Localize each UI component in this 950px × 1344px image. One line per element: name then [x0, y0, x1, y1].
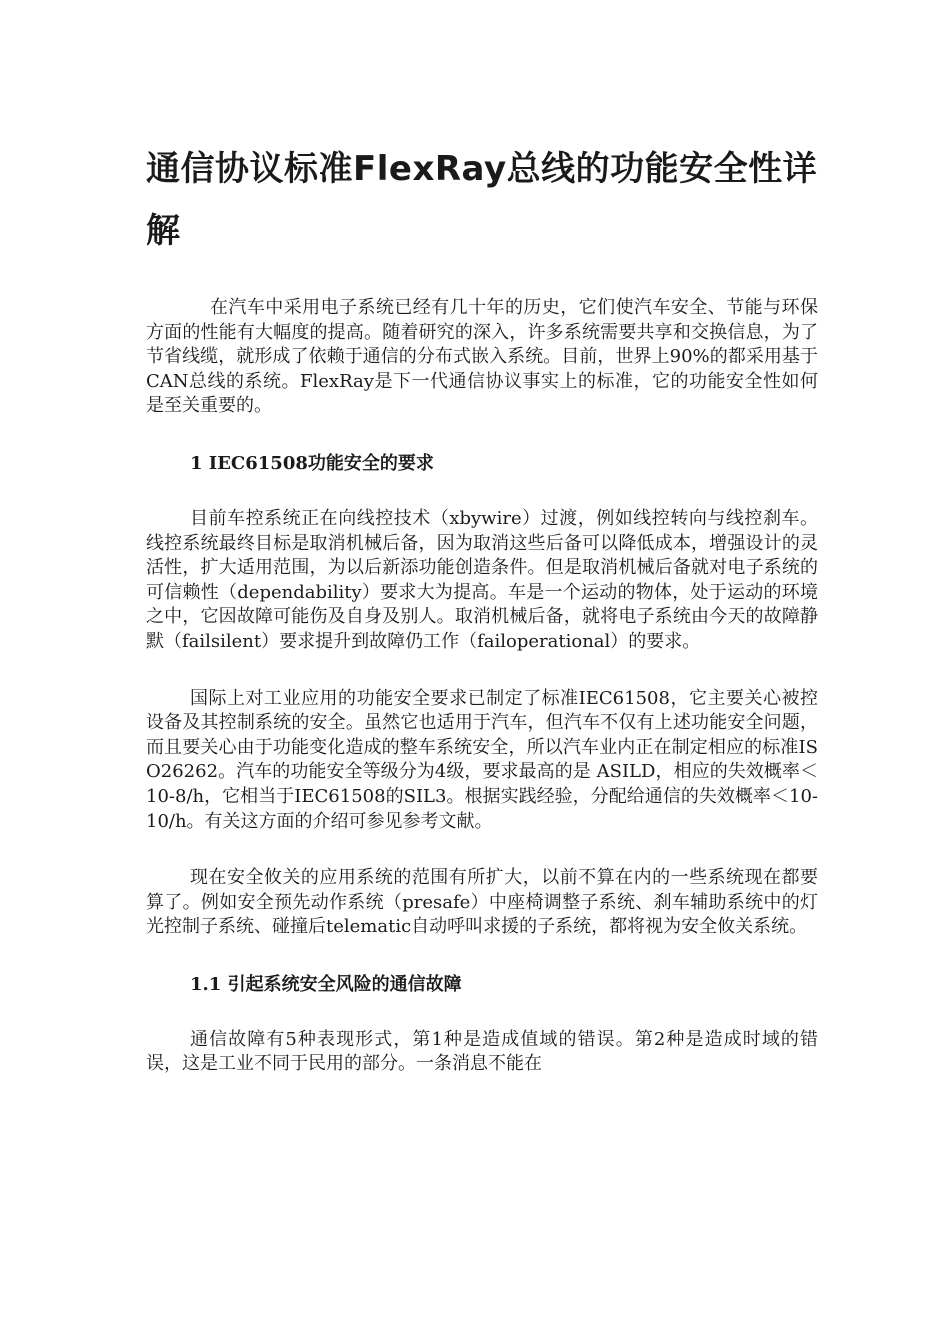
document-page [146, 138, 818, 1109]
section-heading-1-1: 1.1 引起系统安全风险的通信故障 [190, 973, 462, 995]
section-heading-1: 1 IEC61508功能安全的要求 [190, 452, 434, 474]
section-1-paragraph-1: 目前车控系统正在向线控技术（xbywire）过渡，例如线控转向与线控刹车。线控系统最终目标是取消机械后备，因为取消这些后备可以降低成本，增强设计的灵活性，扩大适用范围，为以后新添功能创造条件。但是取消机械后备就对电子系统的可信赖性（dependability）要求大为提高。车是一个运动的物体，处于运动的环境之中，它因故障可能伤及自身及别人。取消机械后备，就将电子系统由今天的故障静默（failsilent）要求提升到故障仍工作（failoperational）的要求。 [146, 507, 818, 652]
intro-paragraph: 在汽车中采用电子系统已经有几十年的历史，它们使汽车安全、节能与环保方面的性能有大幅度的提高。随着研究的深入，许多系统需要共享和交换信息，为了节省线缆，就形成了依赖于通信的分布式嵌入系统。目前，世界上90%的都采用基于CAN总线的系统。FlexRay是下一代通信协议事实上的标准，它的功能安全性如何是至关重要的。 [146, 297, 818, 417]
section-1-paragraph-3: 现在安全攸关的应用系统的范围有所扩大，以前不算在内的一些系统现在都要算了。例如安全预先动作系统（presafe）中座椅调整子系统、刹车辅助系统中的灯光控制子系统、碰撞后telematic自动呼叫求援的子系统，都将视为安全攸关系统。 [146, 867, 818, 938]
section-1-1-paragraph-1: 通信故障有5种表现形式，第1种是造成值域的错误。第2种是造成时域的错误，这是工业不同于民用的部分。一条消息不能在 [146, 1028, 818, 1075]
document-title: 通信协议标准FlexRay总线的功能安全性详解 [146, 149, 818, 251]
section-1-paragraph-2: 国际上对工业应用的功能安全要求已制定了标准IEC61508，它主要关心被控设备及其控制系统的安全。虽然它也适用于汽车，但汽车不仅有上述功能安全问题，而且要关心由于功能变化造成的整车系统安全，所以汽车业内正在制定相应的标准ISO26262。汽车的功能安全等级分为4级，要求最高的是 ASILD，相应的失效概率＜10-8/h，它相当于IEC61508的SIL3。根据实践经验，分配给通信的失效概率＜10-10/h。有关这方面的介绍可参见参考文献。 [146, 687, 818, 832]
